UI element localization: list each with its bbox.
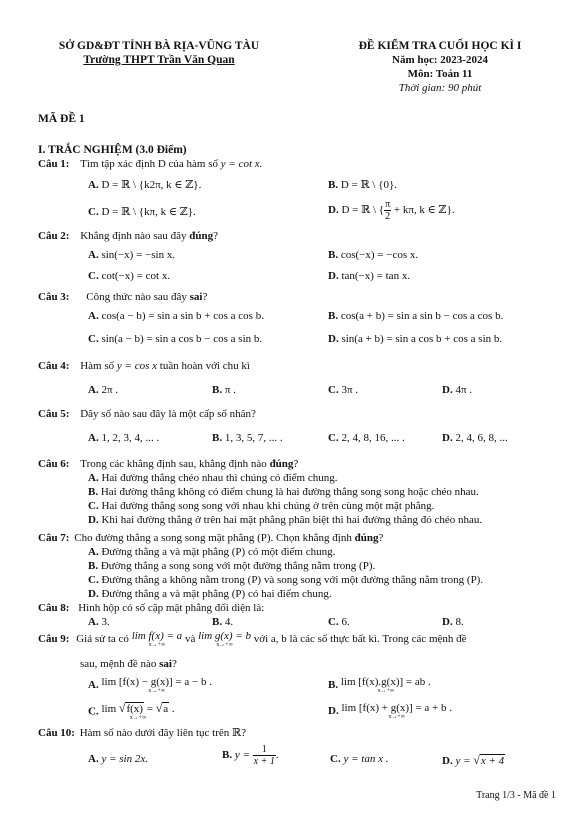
q7-option-b[interactable]: B. Đường thẳng a song song với một đường thẳng nằm trong (P). [88,560,376,572]
question-5: Câu 5: Dãy số nào sau đây là một cấp số nhân? [38,408,256,420]
q6-option-c[interactable]: C. Hai đường thẳng song song với nhau khi chúng ở trên cùng một mặt phẳng. [88,500,435,512]
q8-option-a[interactable]: A. 3. [88,616,110,628]
q3-option-c[interactable]: C. sin(a − b) = sin a cos b − cos a sin b. [88,333,263,345]
q9-option-a[interactable]: A. lim [f(x) − g(x)] = a − b . x→+∞ [88,676,213,694]
q3-option-d[interactable]: D. sin(a + b) = sin a cos b + cos a sin b. [328,333,503,345]
q3-option-a[interactable]: A. cos(a − b) = sin a sin b + cos a cos b. [88,310,264,322]
department-name: SỞ GD&ĐT TỈNH BÀ RỊA-VŨNG TÀU [58,40,260,52]
question-8: Câu 8: Hình hộp có số cặp mặt phẳng đối diện là: [38,602,265,614]
q5-option-b[interactable]: B. 1, 3, 5, 7, ... . [212,432,283,444]
q4-option-c[interactable]: C. 3π . [328,384,359,396]
q9-option-b[interactable]: B. lim [f(x).g(x)] = ab . x→+∞ [328,676,431,694]
question-6: Câu 6: Trong các khẳng định sau, khẳng định nào đúng? [38,458,299,470]
question-9-line2: sau, mệnh đề nào sai? [80,658,177,670]
exam-code: MÃ ĐỀ 1 [38,113,85,125]
question-4: Câu 4: Hàm số y = cos x tuần hoàn với chu kì [38,360,250,372]
school-year: Năm học: 2023-2024 [392,54,488,66]
q7-option-a[interactable]: A. Đường thẳng a và mặt phẳng (P) có một điểm chung. [88,546,336,558]
q10-option-a[interactable]: A. y = sin 2x. [88,753,148,765]
q10-option-b[interactable]: B. y = $\frac{1}{x + 1}$ . [222,744,279,767]
q3-option-b[interactable]: B. cos(a + b) = sin a sin b − cos a cos b. [328,310,504,322]
q1-option-a[interactable]: A. D = ℝ \ {k2π, k ∈ ℤ}. [88,179,202,191]
q7-option-c[interactable]: C. Đường thẳng a không nằm trong (P) và song song với một đường thẳng nằm trong (P). [88,574,484,586]
q8-option-d[interactable]: D. 8. [442,616,464,628]
q6-option-d[interactable]: D. Khi hai đường thẳng ở trên hai mặt phẳng phân biệt thì hai đường thẳng đó chéo nhau. [88,514,483,526]
q4-option-b[interactable]: B. π . [212,384,236,396]
question-9: Câu 9: Giả sử ta có lim f(x) = a x→+∞ và lim g(x) = b x→+∞ với a, b là các số thực bất kì. Trong các mệnh đề [38,630,467,648]
q2-option-b[interactable]: B. cos(−x) = −cos x. [328,249,419,261]
q8-option-c[interactable]: C. 6. [328,616,350,628]
school-name: Trường THPT Trần Văn Quan [83,54,235,66]
question-1: Câu 1: Tìm tập xác định D của hàm số y = cot x. [38,158,263,170]
limit-f: lim f(x) = a x→+∞ [131,630,183,648]
q7-option-d[interactable]: D. Đường thẳng a và mặt phẳng (P) có hai điểm chung. [88,588,332,600]
q10-option-d[interactable]: D. y = √x + 4 [442,753,505,767]
q6-option-a[interactable]: A. Hai đường thẳng chéo nhau thì chúng có điểm chung. [88,472,338,484]
q9-option-c[interactable]: C. lim √f(x) = √a . x→+∞ [88,701,175,721]
q2-option-a[interactable]: A. sin(−x) = −sin x. [88,249,176,261]
q1-option-c[interactable]: C. D = ℝ \ {kπ, k ∈ ℤ}. [88,206,196,218]
subject: Môn: Toán 11 [407,68,473,80]
q5-option-c[interactable]: C. 2, 4, 8, 16, ... . [328,432,405,444]
q2-option-d[interactable]: D. tan(−x) = tan x. [328,270,411,282]
question-7: Câu 7: Cho đường thẳng a song song mặt phẳng (P). Chọn khẳng định đúng? [38,532,384,544]
question-3: Câu 3: Công thức nào sau đây sai? [38,291,208,303]
question-label: Câu 1: [38,158,70,170]
section-title: I. TRẮC NGHIỆM (3.0 Điểm) [38,144,187,156]
exam-duration: Thời gian: 90 phút [398,82,482,94]
q4-option-d[interactable]: D. 4π . [442,384,473,396]
q10-option-c[interactable]: C. y = tan x . [330,753,389,765]
question-10: Câu 10: Hàm số nào dưới đây liên tục trên ℝ? [38,727,247,739]
q1-option-d[interactable]: D. D = ℝ \ { $\frac{\pi}{2}$ + kπ, k ∈ ℤ}. [328,199,455,222]
q5-option-a[interactable]: A. 1, 2, 3, 4, ... . [88,432,160,444]
exam-title: ĐỀ KIỂM TRA CUỐI HỌC KÌ I [358,40,522,52]
q8-option-b[interactable]: B. 4. [212,616,234,628]
page-footer: Trang 1/3 - Mã đề 1 [476,790,556,801]
q9-option-d[interactable]: D. lim [f(x) + g(x)] = a + b . x→+∞ [328,702,453,720]
q6-option-b[interactable]: B. Hai đường thẳng không có điểm chung là hai đường thẳng song song hoặc chéo nhau. [88,486,479,498]
q5-option-d[interactable]: D. 2, 4, 6, 8, ... [442,432,508,444]
q2-option-c[interactable]: C. cot(−x) = cot x. [88,270,171,282]
q4-option-a[interactable]: A. 2π . [88,384,119,396]
question-2: Câu 2: Khẳng định nào sau đây đúng? [38,230,219,242]
limit-g: lim g(x) = b x→+∞ [198,630,252,648]
q1-option-b[interactable]: B. D = ℝ \ {0}. [328,179,397,191]
